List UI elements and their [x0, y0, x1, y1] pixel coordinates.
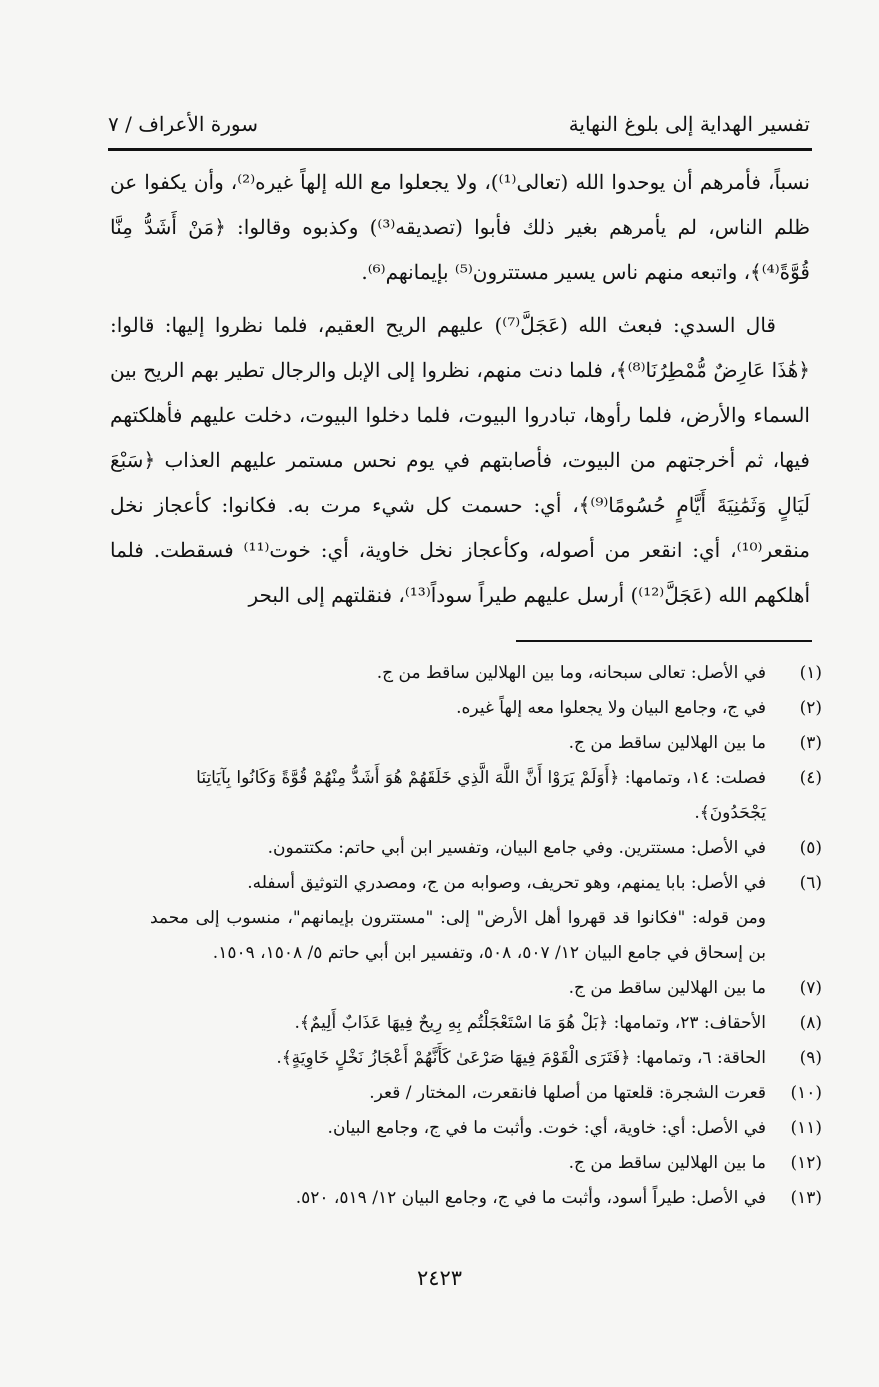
footnote-text: ما بين الهلالين ساقط من ج. [568, 733, 766, 753]
footnote [150, 1041, 822, 1076]
footnote [150, 1181, 822, 1216]
footnote-number: (٣) [799, 733, 822, 753]
footnote-text: ومن قوله: "فكانوا قد قهروا أهل الأرض" إلى: "مستترون بإيمانهم"، منسوب إلى محمد بن إسحاق في جامع البيان ١٢/ ٥٠٧، ٥٠٨، وتفسير ابن أبي حاتم ٥/ ١٥٠٨، ١٥٠٩. [150, 908, 766, 963]
page-number: ٢٤٢٣ [416, 1266, 463, 1290]
footnote-text: الأحقاف: ٢٣، وتمامها: ﴿بَلْ هُوَ مَا اسْتَعْجَلْتُم بِهِ رِيحٌ فِيهَا عَذَابٌ أَلِيمٌ﴾. [294, 1013, 766, 1033]
footnote-number: (١) [799, 663, 822, 683]
footnote-separator [516, 640, 812, 642]
book-title: تفسير الهداية إلى بلوغ النهاية [568, 112, 810, 136]
footnote-continuation [150, 901, 822, 971]
paragraph: نسباً، فأمرهم أن يوحدوا الله (تعالى⁽¹⁾)، ولا يجعلوا مع الله إلهاً غيره⁽²⁾، وأن يكفوا عن ظلم الناس، لم يأمرهم بغير ذلك فأبوا (تصديقه⁽³⁾) وكذبوه وقالوا: ﴿مَنْ أَشَدُّ مِنَّا قُوَّةً⁽⁴⁾﴾، واتبعه منهم ناس يسير مستترون⁽⁵⁾ بإيمانهم⁽⁶⁾. [110, 170, 810, 284]
footnote [150, 831, 822, 866]
footnote-text: في الأصل: أي: خاوية، أي: خوت. وأثبت ما في ج، وجامع البيان. [327, 1118, 766, 1138]
footnote [150, 656, 822, 691]
footnote-number: (١٠) [790, 1083, 822, 1103]
footnote [150, 726, 822, 761]
footnote-text: ما بين الهلالين ساقط من ج. [568, 978, 766, 998]
page-header [108, 108, 810, 144]
footnote [150, 866, 822, 901]
footnote-text: في الأصل: مستترين. وفي جامع البيان، وتفسير ابن أبي حاتم: مكتتمون. [267, 838, 766, 858]
footnote-text: في الأصل: طيراً أسود، وأثبت ما في ج، وجامع البيان ١٢/ ٥١٩، ٥٢٠. [295, 1188, 766, 1208]
footnote-number: (١٢) [790, 1153, 822, 1173]
footnote [150, 1146, 822, 1181]
footnote-number: (١٣) [790, 1188, 822, 1208]
header-divider [108, 148, 812, 151]
paragraph: قال السدي: فبعث الله (عَجَلَّ⁽⁷⁾) عليهم الريح العقيم، فلما نظروا إليها: قالوا: ﴿هَٰذَا عَارِضٌ مُّمْطِرُنَا⁽⁸⁾﴾، فلما دنت منهم، نظروا إلى الإبل والرجال تطير بهم الريح بين السماء والأرض، فلما رأوها، تبادروا البيوت، فلما دخلوا البيوت، دخلت عليهم فأهلكتهم فيها، ثم أخرجتهم من البيوت، فأصابتهم في يوم نحس مستمر عليهم العذاب ﴿سَبْعَ لَيَالٍ وَثَمَٰنِيَةَ أَيَّامٍ حُسُومًا⁽⁹⁾﴾، أي: حسمت كل شيء مرت به. فكانوا: كأعجاز نخل منقعر⁽¹⁰⁾، أي: انقعر من أصوله، وكأعجاز نخل خاوية، أي: خوت⁽¹¹⁾ فسقطت. فلما أهلكهم الله (عَجَلَّ⁽¹²⁾) أرسل عليهم طيراً سوداً⁽¹³⁾، فنقلتهم إلى البحر [110, 313, 811, 607]
footnote-number: (٩) [799, 1048, 822, 1068]
footnote [150, 761, 822, 831]
footnote-number: (٥) [799, 838, 822, 858]
footnote-number: (٢) [799, 698, 822, 718]
footnote-text: ما بين الهلالين ساقط من ج. [568, 1153, 766, 1173]
footnotes [150, 656, 822, 1216]
footnote [150, 1111, 822, 1146]
footnote-number: (٤) [799, 768, 822, 788]
footnote [150, 1006, 822, 1041]
footnote [150, 1076, 822, 1111]
footnote-number: (١١) [790, 1118, 822, 1138]
footnote-number: (٧) [799, 978, 822, 998]
footnote-text: في الأصل: تعالى سبحانه، وما بين الهلالين ساقط من ج. [376, 663, 766, 683]
surah-label: سورة الأعراف / ٧ [108, 112, 259, 136]
footnote [150, 971, 822, 1006]
footnote-text: فصلت: ١٤، وتمامها: ﴿أَوَلَمْ يَرَوْا أَنَّ اللَّهَ الَّذِي خَلَقَهُمْ هُوَ أَشَدُّ مِنْهُمْ قُوَّةً وَكَانُوا بِآيَاتِنَا يَجْحَدُونَ﴾. [196, 768, 766, 823]
footnote-text: الحاقة: ٦، وتمامها: ﴿فَتَرَى الْقَوْمَ فِيهَا صَرْعَىٰ كَأَنَّهُمْ أَعْجَازُ نَخْلٍ خَاوِيَةٍ﴾. [276, 1048, 766, 1068]
footnote-text: في الأصل: بابا يمنهم، وهو تحريف، وصوابه من ج، ومصدري التوثيق أسفله. [247, 873, 766, 893]
footnote-text: في ج، وجامع البيان ولا يجعلوا معه إلهاً غيره. [456, 698, 766, 718]
footnote [150, 691, 822, 726]
footnote-text: قعرت الشجرة: قلعتها من أصلها فانقعرت، المختار / قعر. [369, 1083, 766, 1103]
footnote-number: (٨) [799, 1013, 822, 1033]
main-text [110, 160, 810, 618]
footnote-number: (٦) [799, 873, 822, 893]
